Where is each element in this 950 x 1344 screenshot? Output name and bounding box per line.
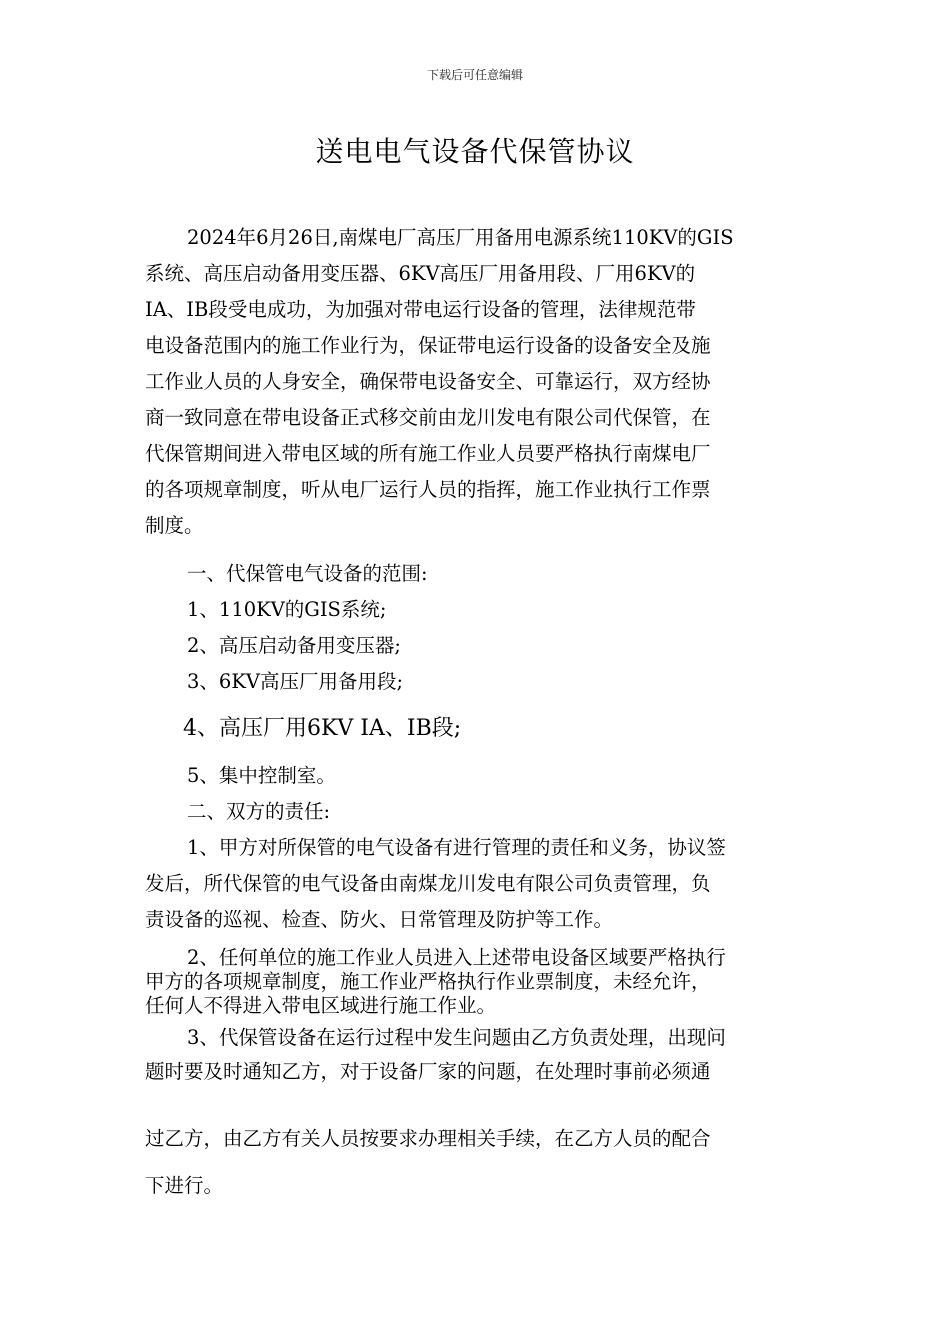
responsibility-paragraph-2 [145,946,805,1018]
text-line: ⅠA、ⅠB段受电成功，为加强对带电运行设备的管理，法律规范带 [145,298,696,321]
text-line: 2、任何单位的施工作业人员进入上述带电设备区域要严格执行 [187,946,726,969]
list-item: 3、6KV高压厂用备用段; [187,670,404,693]
text-line: 1、甲方对所保管的电气设备有进行管理的责任和义务，协议签 [187,836,726,859]
text-line: 3、代保管设备在运行过程中发生问题由乙方负责处理，出现问 [187,1026,726,1049]
text-line: 发后，所代保管的电气设备由南煤龙川发电有限公司负责管理，负 [145,872,711,895]
list-item-large [145,709,805,749]
page-header: 下载后可任意编辑 [426,68,523,82]
text-line: 的各项规章制度，听从电厂运行人员的指挥，施工作业执行工作票 [145,478,711,501]
intro-paragraph [145,220,805,544]
text-line: 任何人不得进入带电区域进行施工作业。 [145,994,497,1017]
document-title: 送电电气设备代保管协议 [315,135,635,168]
responsibility-paragraph-3 [145,1020,805,1056]
text-block [145,1121,805,1157]
text-line: 2024年6月26日,南煤电厂高压厂用备用电源系统110KV的GIS [187,226,734,249]
scope-list-continued [145,758,805,938]
text-block [145,1054,805,1090]
text-line: 制度。 [145,514,204,537]
list-item: 1、110KV的GIS系统; [187,598,387,621]
text-line: 下进行。 [145,1174,224,1197]
text-line: 题时要及时通知乙方，对于设备厂家的问题，在处理时事前必须通 [145,1060,711,1083]
list-item: 4、高压厂用6KV ⅠA、ⅠB段; [183,716,462,741]
text-line: 系统、高压启动备用变压器、6KV高压厂用备用段、厂用6KV的 [145,262,696,285]
text-line: 甲方的各项规章制度，施工作业严格执行作业票制度，未经允许， [145,970,711,993]
text-line: 责设备的巡视、检查、防火、日常管理及防护等工作。 [145,908,614,931]
scope-list [145,556,805,700]
text-line: 过乙方，由乙方有关人员按要求办理相关手续，在乙方人员的配合 [145,1127,711,1150]
section-heading: 二、双方的责任: [187,800,331,823]
list-item: 5、集中控制室。 [187,764,336,787]
text-line: 代保管期间进入带电区域的所有施工作业人员要严格执行南煤电厂 [145,442,711,465]
text-line: 商一致同意在带电设备正式移交前由龙川发电有限公司代保管，在 [145,406,711,429]
text-block [145,1168,805,1204]
text-line: 工作业人员的人身安全，确保带电设备安全、可靠运行，双方经协 [145,370,711,393]
list-item: 2、高压启动备用变压器; [187,634,401,657]
text-line: 电设备范围内的施工作业行为，保证带电运行设备的设备安全及施 [145,334,711,357]
section-heading: 一、代保管电气设备的范围: [187,562,428,585]
